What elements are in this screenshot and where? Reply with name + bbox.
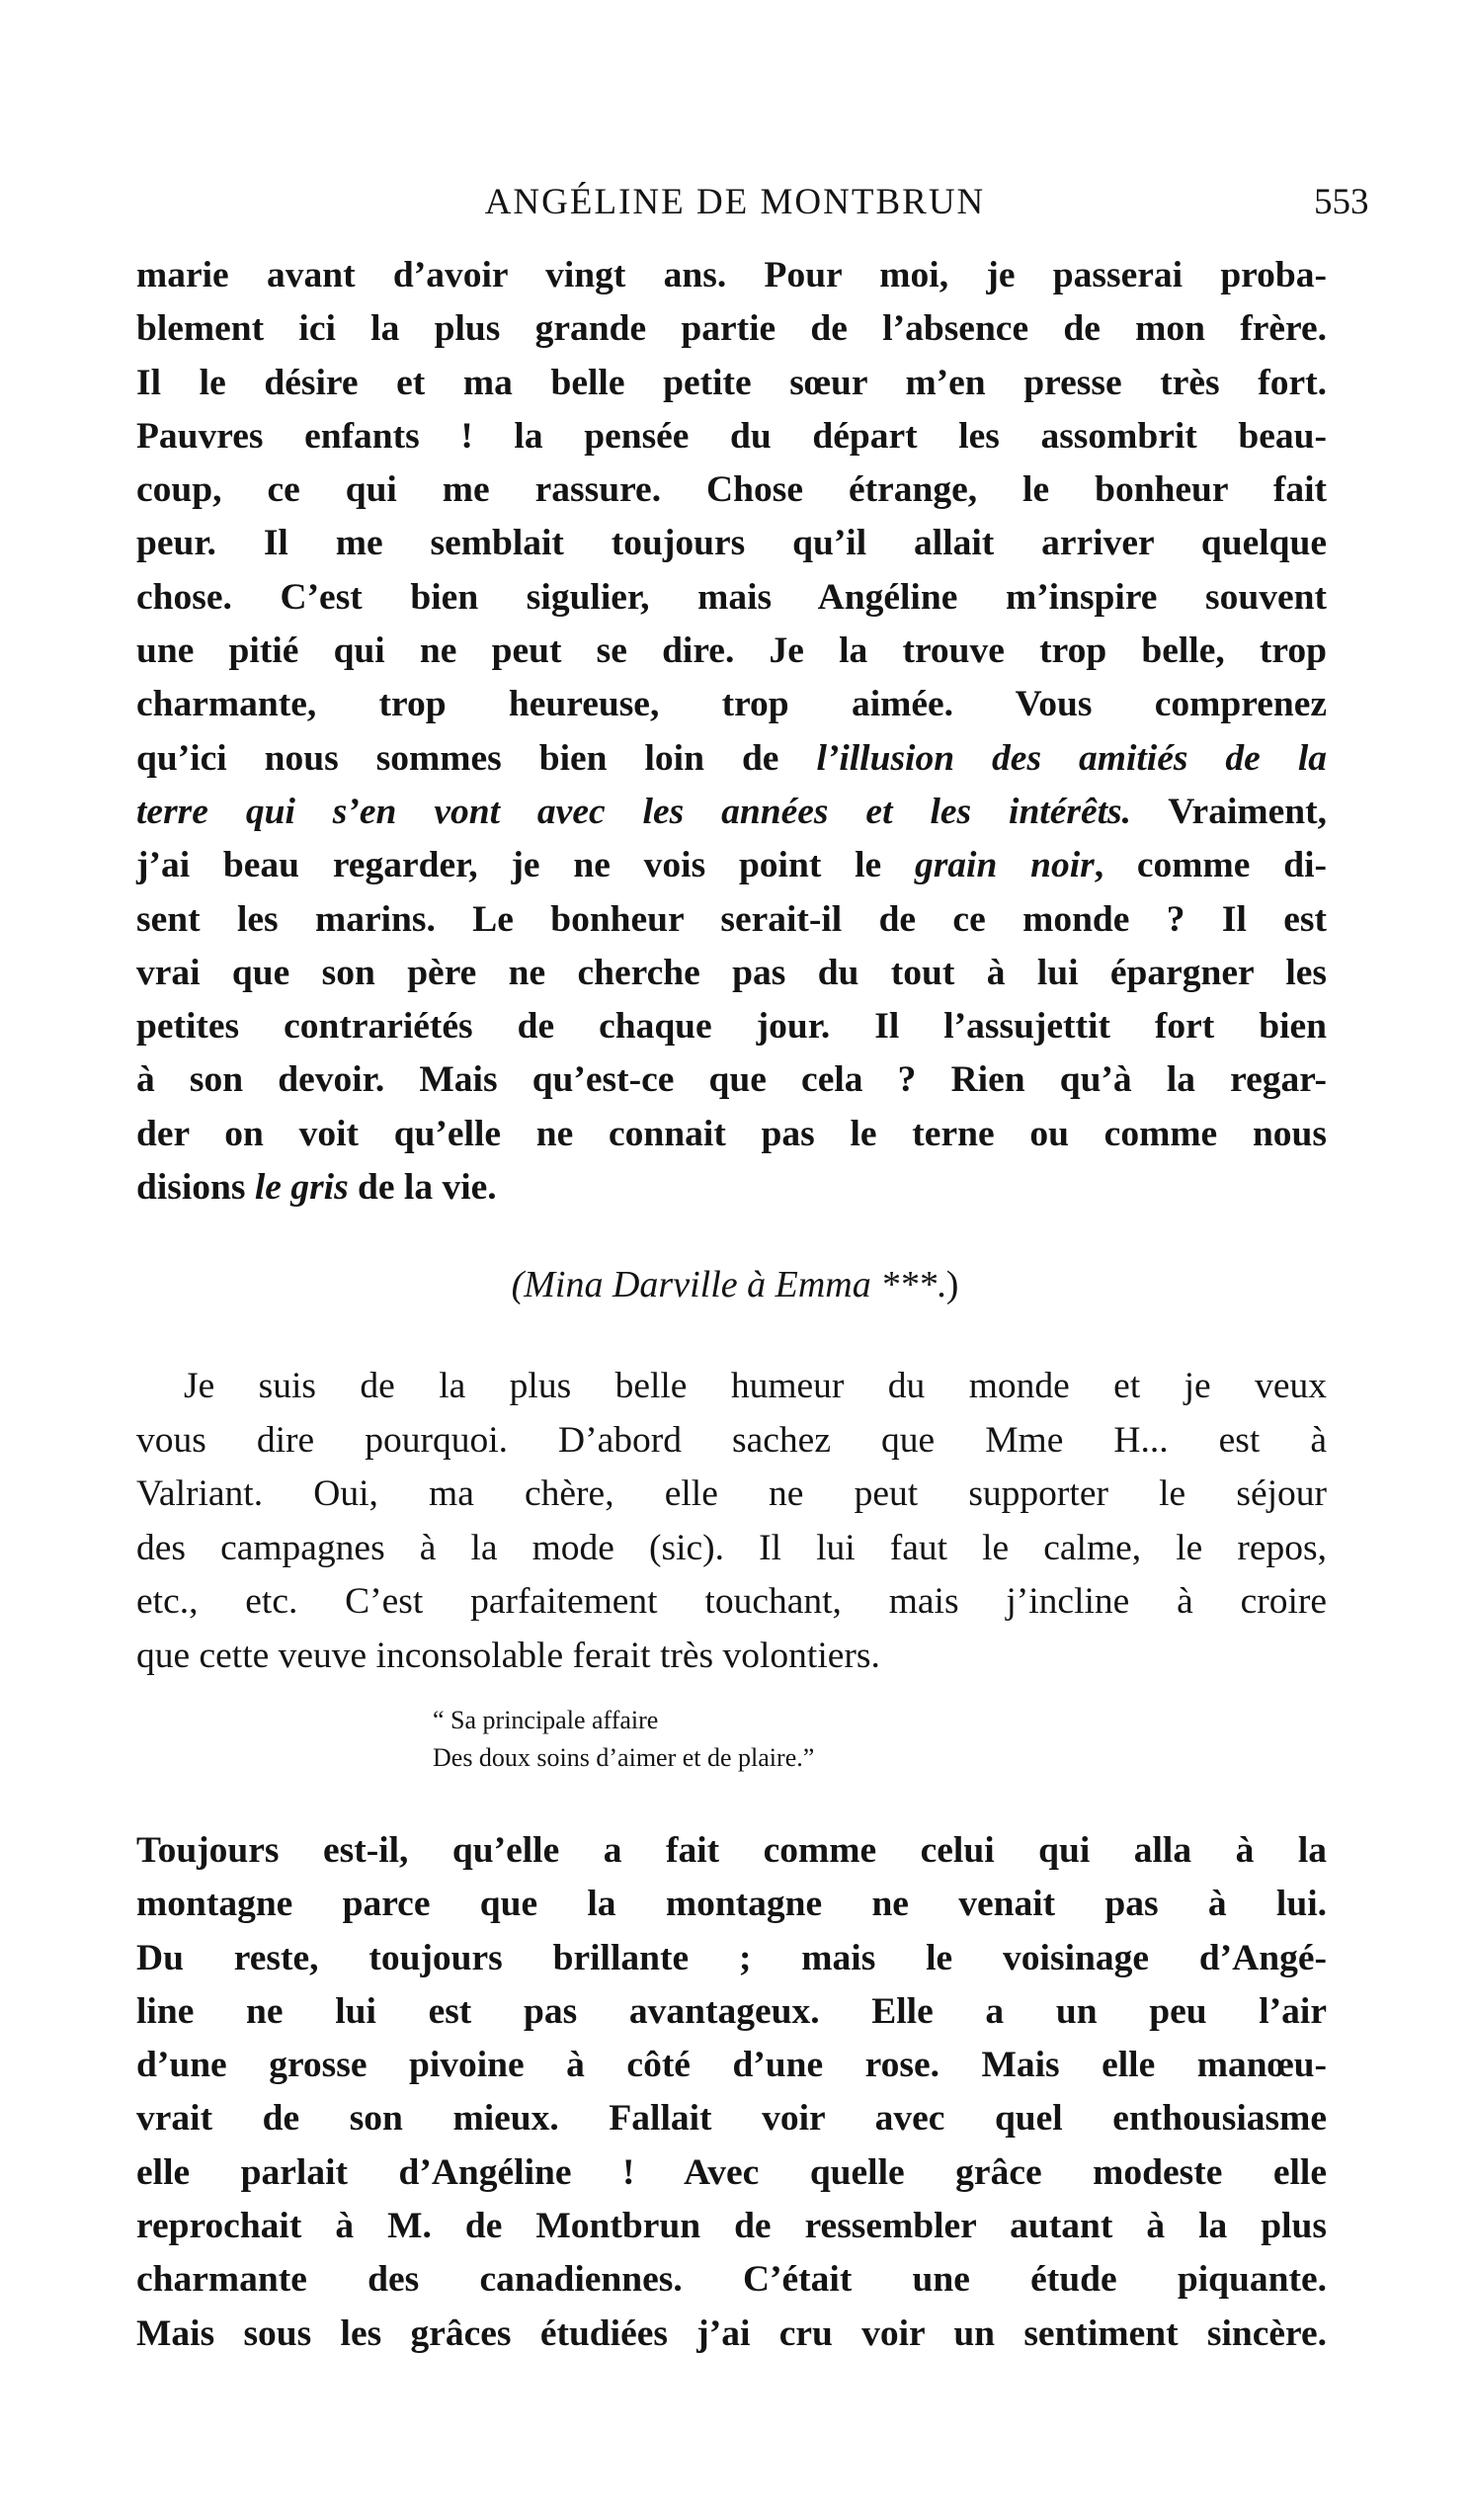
text-line: Mais sous les grâces étudiées j’ai cru voir un sentiment sincère. (136, 2312, 1327, 2354)
text-line: Valriant. Oui, ma chère, elle ne peut supporter le séjour (136, 1473, 1327, 1515)
text-line: que cette veuve inconsolable ferait très volontiers. (136, 1635, 880, 1676)
text-line: charmante, trop heureuse, trop aimée. Vous comprenez (136, 684, 1327, 725)
text-line: d’une grosse pivoine à côté d’une rose. Mais elle manœu- (136, 2045, 1327, 2086)
text-line: marie avant d’avoir vingt ans. Pour moi, je passerai proba- (136, 255, 1327, 295)
italic-phrase: terre qui s’en vont avec les années et les intérêts. (136, 791, 1131, 832)
text-segment: disions (136, 1167, 255, 1209)
text-line: petites contrariétés de chaque jour. Il l’assujettit fort bien (136, 1006, 1327, 1048)
text-line: montagne parce que la montagne ne venait pas à lui. (136, 1884, 1327, 1925)
text-line (136, 732, 1327, 786)
text-line: vrai que son père ne cherche pas du tout à lui épargner les (136, 952, 1327, 993)
paragraph-2 (136, 1360, 1327, 1684)
text-line: vrait de son mieux. Fallait voir avec quel enthousiasme (136, 2098, 1327, 2140)
text-line: coup, ce qui me rassure. Chose étrange, le bonheur fait (136, 469, 1327, 511)
text-line: sent les marins. Le bonheur serait-il de ce monde ? Il est (136, 898, 1327, 940)
italic-phrase: l’illusion des amitiés de la (816, 737, 1327, 779)
text-line: Du reste, toujours brillante ; mais le voisinage d’Angé- (136, 1937, 1327, 1978)
heading-text: Mina Darville à Emma *** (524, 1264, 938, 1305)
text-line: line ne lui est pas avantageux. Elle a un peu l’air (136, 1990, 1327, 2032)
text-line: etc., etc. C’est parfaitement touchant, mais j’incline à croire (136, 1581, 1327, 1623)
heading-open-paren: ( (511, 1264, 525, 1305)
text-line: vous dire pourquoi. D’abord sachez que Mme H... est à (136, 1419, 1327, 1461)
text-line: der on voit qu’elle ne connait pas le terne ou comme nous (136, 1113, 1327, 1154)
text-line: charmante des canadiennes. C’était une étude piquante. (136, 2259, 1327, 2301)
italic-phrase: grain noir (914, 845, 1095, 886)
paragraph-3 (136, 1824, 1327, 2361)
italic-phrase: le gris (254, 1167, 349, 1209)
verse-quote (433, 1702, 814, 1777)
text-segment: j’ai beau regarder, je ne vois point le (136, 845, 915, 886)
letter-heading (0, 1255, 1470, 1314)
text-line: une pitié qui ne peut se dire. Je la trouve trop belle, trop (136, 630, 1327, 672)
text-line: elle parlait d’Angéline ! Avec quelle grâce modeste elle (136, 2151, 1327, 2193)
running-head (0, 178, 1470, 227)
quote-line: “ Sa principale affaire (433, 1706, 659, 1734)
running-title: ANGÉLINE DE MONTBRUN (484, 182, 986, 222)
heading-close-paren: .) (937, 1264, 959, 1305)
text-line: blement ici la plus grande partie de l’absence de mon frère. (136, 308, 1327, 350)
text-line: à son devoir. Mais qu’est-ce que cela ? Rien qu’à la regar- (136, 1059, 1327, 1101)
text-line (136, 839, 1327, 892)
text-line: chose. C’est bien sigulier, mais Angéline m’inspire souvent (136, 576, 1327, 618)
quote-line: Des doux soins d’aimer et de plaire.” (433, 1743, 815, 1772)
text-segment: qu’ici nous sommes bien loin de (136, 737, 817, 779)
text-line: des campagnes à la mode (sic). Il lui faut le calme, le repos, (136, 1527, 1327, 1568)
text-segment: Vraiment, (1131, 791, 1327, 832)
paragraph-1 (136, 249, 1327, 1215)
text-line: peur. Il me semblait toujours qu’il allait arriver quelque (136, 523, 1327, 564)
text-line (136, 1161, 1327, 1215)
text-line: Je suis de la plus belle humeur du monde et je veux (184, 1366, 1327, 1406)
page-number: 553 (1314, 182, 1369, 222)
text-line: Il le désire et ma belle petite sœur m’en presse très fort. (136, 362, 1327, 403)
text-line: reprochait à M. de Montbrun de ressembler autant à la plus (136, 2206, 1327, 2247)
text-line: Pauvres enfants ! la pensée du départ les assombrit beau- (136, 415, 1327, 457)
text-segment: de la vie. (348, 1167, 497, 1209)
text-line: Toujours est-il, qu’elle a fait comme celui qui alla à la (136, 1830, 1327, 1871)
text-line (136, 786, 1327, 839)
text-segment: , comme di- (1094, 845, 1327, 886)
